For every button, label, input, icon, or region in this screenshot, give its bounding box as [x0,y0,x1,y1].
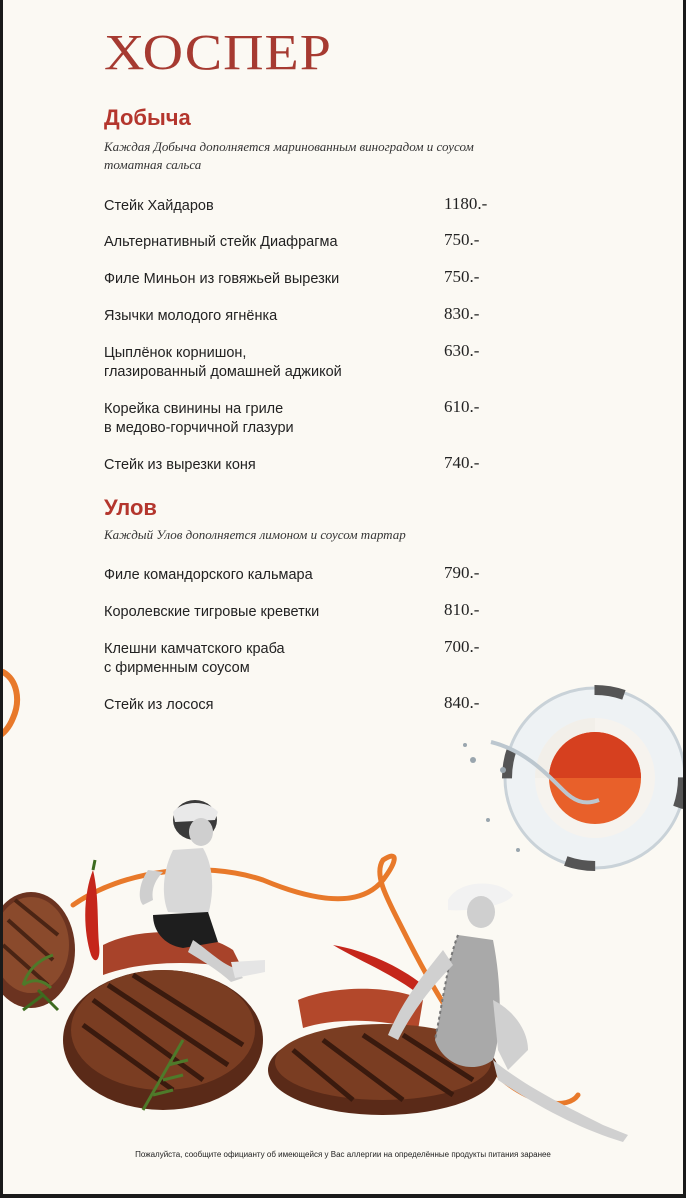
item-name: Язычки молодого ягнёнка [104,308,278,324]
item-name-line2: с фирменным соусом [104,660,250,676]
burger-patty-left-image [63,932,263,1110]
collage-illustration [3,0,683,1194]
item-price: 630.- [444,341,480,360]
menu-page [3,0,683,1194]
item-name: Стейк из вырезки коня [104,457,256,473]
item-name: Стейк из лосося [104,697,214,713]
item-price: 750.- [444,230,480,249]
item-price: 610.- [444,397,480,416]
item-name-line2: в медово-горчичной глазури [104,420,294,436]
life-buoy-image [463,688,683,868]
item-price: 810.- [444,600,480,619]
brand-logo: ХОСПЕР [104,25,332,82]
section-title-ulov: Улов [104,495,157,520]
item-name: Клешни камчатского краба [104,641,285,657]
orange-swirl-left [3,672,17,736]
item-name: Корейка свинины на гриле [104,401,284,417]
item-name-line2: глазированный домашней аджикой [104,364,342,380]
item-name: Стейк Хайдаров [104,198,214,214]
item-price: 790.- [444,563,480,582]
allergy-footer-note: Пожалуйста, сообщите официанту об имеющейся у Вас аллергии на определённые продукты питания заранее [135,1150,551,1159]
item-name: Филе командорского кальмара [104,567,313,583]
item-price: 1180.- [444,194,488,213]
item-price: 700.- [444,637,480,656]
chili-pepper-left [85,870,99,960]
section-title-dobycha: Добыча [104,105,191,130]
item-name: Цыплёнок корнишон, [104,345,247,361]
steak-left-image [3,892,75,1010]
item-price: 740.- [444,453,480,472]
item-name: Филе Миньон из говяжьей вырезки [104,271,340,287]
item-price: 750.- [444,267,480,286]
item-name: Королевские тигровые креветки [104,604,320,620]
item-price: 840.- [444,693,480,712]
section-note-ulov: Каждый Улов дополняется лимоном и соусом тартар [104,527,406,542]
item-price: 830.- [444,304,480,323]
item-name: Альтернативный стейк Диафрагма [104,234,338,250]
section-note-dobycha: Каждая Добыча дополняется маринованным виноградом и соусом томатная сальса [104,139,474,172]
